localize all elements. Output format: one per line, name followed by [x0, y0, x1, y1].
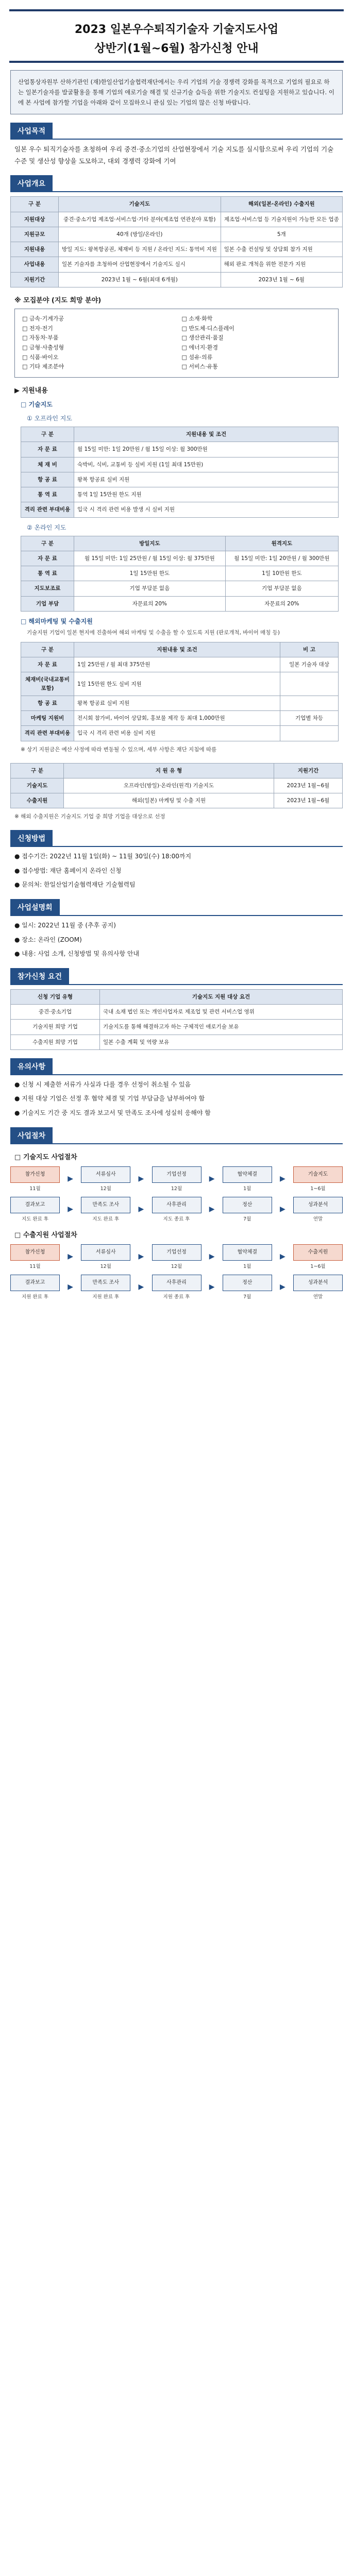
export-table: 구 분 지원내용 및 조건 비 고 자 문 료 1일 25만원 / 월 최대 375만원 일본 기술자 대상 체재비(국내교통비 포함) 1일 15만원 한도 실비 지원 항 공 료 왕복 항공료 실비 지원 마케팅 지원비 전시회 참가비, 바이어 상담회, 홍보물 제작 등 최대 1,000만원 기업별 차등 격리 관련 부대비용 입국 시 격리 관련 비용 실비 지원 [21, 642, 339, 741]
field-item: □ 반도체·디스플레이 [181, 325, 234, 332]
title-rule [9, 61, 344, 63]
seminar-item: ● 내용: 사업 소개, 신청방법 및 유의사항 안내 [14, 950, 140, 958]
support-footnote: ※ 상기 지원금은 예산 사정에 따라 변동될 수 있으며, 세부 사항은 재단 지침에 따름 [21, 746, 217, 753]
field-item: □ 소재·화학 [181, 315, 213, 322]
arrow-icon: ▶ [138, 1175, 144, 1183]
process-step: 기술지도 [293, 1166, 343, 1183]
table-cell: 5개 [221, 227, 342, 242]
table-row [11, 227, 343, 242]
requirement-table: 신청 기업 유형 기술지도 지원 대상 요건 중견·중소기업 국내 소재 법인 또는 개인사업자로 제조업 및 관련 서비스업 영위 기술지원 희망 기업 기술지도를 통해 해결하고자 하는 구체적인 애로기술 보유 수출지원 희망 기업 일본 수출 계획 및 역량 보유 [10, 989, 343, 1050]
table-row: 중견·중소기업 국내 소재 법인 또는 개인사업자로 제조업 및 관련 서비스업 영위 [11, 1005, 343, 1020]
table-header: 해외(일본·온라인) 수출지원 [221, 197, 342, 212]
table-row: 항 공 료 왕복 항공료 실비 지원 [21, 696, 339, 710]
table-row: 지도보조료 기업 부담분 없음 기업 부담분 없음 [21, 581, 339, 596]
arrow-icon: ▶ [138, 1283, 144, 1292]
section-process [10, 1127, 343, 1144]
process-step: 정산 [223, 1197, 272, 1213]
table-cell: 40개 (방일/온라인) [59, 227, 221, 242]
row-label: 지원대상 [11, 212, 59, 227]
arrow-icon: ▶ [209, 1252, 215, 1261]
table-row: 마케팅 지원비 전시회 참가비, 바이어 상담회, 홍보물 제작 등 최대 1,000만원 기업별 차등 [21, 711, 339, 726]
process-title-2: □ 수출지원 사업절차 [14, 1231, 77, 1239]
arrow-icon: ▶ [209, 1205, 215, 1214]
support-sub2-desc: 기술지원 기업이 일본 현지에 진출하여 해외 마케팅 및 수출을 할 수 있도록 지원 (판로개척, 바이어 매칭 등) [27, 630, 280, 636]
process-step: 결과보고 [10, 1197, 60, 1213]
purpose-text: 일본 우수 퇴직기술자를 초청하여 우리 중견·중소기업의 산업현장에서 기술 지도를 실시함으로써 우리 기업의 기술수준 및 생산성 향상을 도모하고, 대외 경쟁력 강화에 기여 [14, 145, 334, 165]
overview2-note: ※ 해외 수출지원은 기술지도 기업 중 희망 기업을 대상으로 선정 [14, 814, 165, 820]
process-step: 성과분석 [293, 1197, 343, 1213]
process-step: 협약체결 [223, 1166, 272, 1183]
table-row: 항 공 료 왕복 항공료 실비 지원 [21, 472, 339, 487]
table-row: 체재비(국내교통비 포함) 1일 15만원 한도 실비 지원 [21, 672, 339, 696]
table-cell: 2023년 1월 ~ 6월(최대 6개월) [59, 272, 221, 287]
section-cautions [10, 1058, 343, 1075]
table-row: 통 역 료 1일 15만원 한도 1일 10만원 한도 [21, 566, 339, 581]
section-title: 참가신청 요건 [10, 968, 69, 985]
field-item: □ 에너지·환경 [181, 344, 218, 351]
support-sub1b: ② 온라인 지도 [27, 523, 66, 531]
process-step: 정산 [223, 1275, 272, 1291]
caution-item: ● 기술지도 기간 중 지도 결과 보고서 및 만족도 조사에 성실히 응해야 함 [14, 1109, 211, 1117]
process-step: 만족도 조사 [81, 1275, 130, 1291]
section-seminar [10, 899, 343, 916]
process-step: 협약체결 [223, 1244, 272, 1261]
support-sub2: □ 해외마케팅 및 수출지원 [21, 618, 93, 625]
process-flow-2b: 결과보고 지원 완료 후 ▶ 만족도 조사 지원 완료 후 ▶ 사후관리 지원 종료 후 ▶ 정산 7월 ▶ 성과분석 연말 [10, 1275, 343, 1300]
arrow-icon: ▶ [279, 1252, 285, 1261]
section-requirement [10, 968, 343, 985]
section-apply [10, 830, 343, 847]
table-row: 수출지원 희망 기업 일본 수출 계획 및 역량 보유 [11, 1035, 343, 1049]
table-cell: 제조업·서비스업 등 기술지원이 가능한 모든 업종 [221, 212, 342, 227]
row-label: 지원내용 [11, 242, 59, 257]
seminar-item: ● 일시: 2022년 11월 중 (추후 공지) [14, 921, 116, 929]
arrow-icon: ▶ [68, 1175, 74, 1183]
section-title: 사업절차 [10, 1127, 53, 1144]
section-title: 사업개요 [10, 175, 53, 192]
section-purpose [10, 123, 343, 140]
table-row: 격리 관련 부대비용 입국 시 격리 관련 비용 발생 시 실비 지원 [21, 502, 339, 517]
table-row: 기술지원 희망 기업 기술지도를 통해 해결하고자 하는 구체적인 애로기술 보유 [11, 1020, 343, 1035]
support-sub1a: ① 오프라인 지도 [27, 415, 72, 422]
section-title: 유의사항 [10, 1058, 53, 1075]
process-flow-1b: 결과보고 지도 완료 후 ▶ 만족도 조사 지도 완료 후 ▶ 사후관리 지도 종료 후 ▶ 정산 7월 ▶ 성과분석 연말 [10, 1197, 343, 1222]
arrow-icon: ▶ [138, 1205, 144, 1214]
table-row [11, 272, 343, 287]
table-row: 자 문 료 월 15일 미만: 1일 25만원 / 월 15일 이상: 월 375만원 월 15일 미만: 1일 20만원 / 월 300만원 [21, 551, 339, 566]
section-rule [10, 191, 343, 192]
online-table: 구 분 방일지도 원격지도 자 문 료 월 15일 미만: 1일 25만원 / 월 15일 이상: 월 375만원 월 15일 미만: 1일 20만원 / 월 300만원 통 역 료 1일 15만원 한도 1일 10만원 한도 지도보조료 기업 부담분 없음 기업 부담분 없음 기업 부담 자문료의 20% 자문료의 20% [21, 536, 339, 612]
table-cell: 중견·중소기업 제조업·서비스업·기타 분야(제조업 연관분야 포함) [59, 212, 221, 227]
table-row [11, 212, 343, 227]
overview-table [10, 196, 343, 287]
overview2-table: 구 분 지 원 유 형 지원기간 기술지도 오프라인(방일)·온라인(원격) 기술지도 2023년 1월~6월 수출지원 해외(일본) 마케팅 및 수출 지원 2023년 1월~6월 [10, 763, 343, 809]
arrow-icon: ▶ [68, 1283, 74, 1292]
section-title: 사업설명회 [10, 899, 60, 916]
table-row: 체 재 비 숙박비, 식비, 교통비 등 실비 지원 (1일 최대 15만원) [21, 457, 339, 472]
field-item: □ 자동차·부품 [22, 334, 59, 342]
table-row: 기업 부담 자문료의 20% 자문료의 20% [21, 596, 339, 611]
section-overview [10, 175, 343, 192]
section-rule [10, 139, 343, 140]
row-label: 지원기간 [11, 272, 59, 287]
arrow-icon: ▶ [209, 1175, 215, 1183]
offline-table [21, 427, 339, 518]
arrow-icon: ▶ [68, 1205, 74, 1214]
title-line-2: 상반기(1월~6월) 참가신청 안내 [94, 42, 259, 55]
process-step: 사후관리 [152, 1275, 201, 1291]
process-step: 성과분석 [293, 1275, 343, 1291]
fields-title-text: 모집분야 (지도 희망 분야) [23, 296, 102, 304]
table-header: 구 분 [11, 197, 59, 212]
arrow-icon: ▶ [138, 1252, 144, 1261]
caution-item: ● 지원 대상 기업은 선정 후 협약 체결 및 기업 부담금을 납부하여야 함 [14, 1095, 205, 1103]
table-row: 기술지도 오프라인(방일)·온라인(원격) 기술지도 2023년 1월~6월 [11, 778, 343, 793]
table-cell: 일본 수출 컨설팅 및 상담회 참가 지원 [221, 242, 342, 257]
table-row: 격리 관련 부대비용 입국 시 격리 관련 비용 실비 지원 [21, 726, 339, 741]
field-item: □ 서비스·유통 [181, 363, 218, 370]
table-cell: 2023년 1월 ~ 6월 [221, 272, 342, 287]
fields-title: ※ 모집분야 (지도 희망 분야) [14, 296, 102, 304]
table-row: 통 역 료 통역 1일 15만원 한도 지원 [21, 487, 339, 502]
title-block [0, 11, 353, 61]
table-header: 기술지도 [59, 197, 221, 212]
apply-item: ● 문의처: 한일산업기술협력재단 기술협력팀 [14, 881, 136, 889]
arrow-icon: ▶ [279, 1175, 285, 1183]
process-flow-2: 참가신청 11월 ▶ 서류심사 12월 ▶ 기업선정 12월 ▶ 협약체결 1월 ▶ 수출지원 1~6월 [10, 1244, 343, 1269]
section-title: 신청방법 [10, 830, 53, 846]
table-row: 자 문 료 월 15일 미만: 1일 20만원 / 월 15일 이상: 월 300만원 [21, 442, 339, 457]
apply-item: ● 접수방법: 재단 홈페이지 온라인 신청 [14, 867, 122, 874]
process-step: 사후관리 [152, 1197, 201, 1213]
fields-box [14, 309, 339, 378]
field-item: □ 생산관리·품질 [181, 334, 224, 342]
arrow-icon: ▶ [279, 1205, 285, 1214]
table-row [11, 242, 343, 257]
section-title: 사업목적 [10, 123, 53, 139]
process-step: 서류심사 [81, 1244, 130, 1261]
field-item: □ 섬유·의류 [181, 353, 213, 361]
process-title-1: □ 기술지도 사업절차 [14, 1153, 77, 1161]
row-label: 지원규모 [11, 227, 59, 242]
process-step: 서류심사 [81, 1166, 130, 1183]
process-step: 참가신청 [10, 1166, 60, 1183]
fields-grid [22, 314, 331, 372]
arrow-icon: ▶ [68, 1252, 74, 1261]
row-label: 사업내용 [11, 257, 59, 272]
table-row: 자 문 료 1일 25만원 / 월 최대 375만원 일본 기술자 대상 [21, 657, 339, 672]
arrow-icon: ▶ [279, 1283, 285, 1292]
field-item: □ 금형·사출성형 [22, 344, 64, 351]
support-sub1: □ 기술지도 [21, 401, 53, 409]
process-step: 기업선정 [152, 1166, 201, 1183]
field-item: □ 기타 제조분야 [22, 363, 64, 370]
process-step: 기업선정 [152, 1244, 201, 1261]
field-item: □ 금속·기계가공 [22, 315, 64, 322]
table-row [11, 257, 343, 272]
caution-item: ● 신청 시 제출한 서류가 사실과 다를 경우 선정이 취소될 수 있음 [14, 1080, 191, 1088]
table-header: 지원내용 및 조건 [74, 427, 339, 442]
table-header: 구 분 [21, 427, 74, 442]
table-cell: 해외 판로 개척을 위한 전문가 지원 [221, 257, 342, 272]
intro-box: 산업통상자원부 산하기관인 (재)한일산업기술협력재단에서는 우리 기업의 기술 경쟁력 강화를 목적으로 기업의 필요로 하는 일본기술자를 발굴활용을 통해 기업의 애로기술 해결 및 신규기술 습득을 위한 기술지도 컨설팅을 지원하고 있습니다. 이에 본 사업에 참가할 기업을 아래와 같이 모집하오니 관심 있는 기업의 많은 신청 바랍니다. [10, 70, 343, 114]
arrow-icon: ▶ [209, 1283, 215, 1292]
table-cell: 방일 지도: 왕복항공권, 체재비 등 지원 / 온라인 지도: 통역비 지원 [59, 242, 221, 257]
table-row: 수출지원 해외(일본) 마케팅 및 수출 지원 2023년 1월~6월 [11, 793, 343, 808]
field-item: □ 식품·바이오 [22, 353, 59, 361]
title-line-1: 2023 일본우수퇴직기술자 기술지도사업 [74, 23, 279, 36]
apply-item: ● 접수기간: 2022년 11월 1일(화) ~ 11월 30일(수) 18:00까지 [14, 853, 192, 860]
process-flow-1: 참가신청 11월 ▶ 서류심사 12월 ▶ 기업선정 12월 ▶ 협약체결 1월 ▶ 기술지도 1~6월 [10, 1166, 343, 1192]
table-cell: 일본 기술자를 초청하여 산업현장에서 기술지도 실시 [59, 257, 221, 272]
process-step: 참가신청 [10, 1244, 60, 1261]
process-step: 수출지원 [293, 1244, 343, 1261]
support-title: ▶ 지원내용 [14, 387, 48, 395]
seminar-item: ● 장소: 온라인 (ZOOM) [14, 936, 82, 943]
process-step: 결과보고 [10, 1275, 60, 1291]
field-item: □ 전자·전기 [22, 325, 53, 332]
process-step: 만족도 조사 [81, 1197, 130, 1213]
